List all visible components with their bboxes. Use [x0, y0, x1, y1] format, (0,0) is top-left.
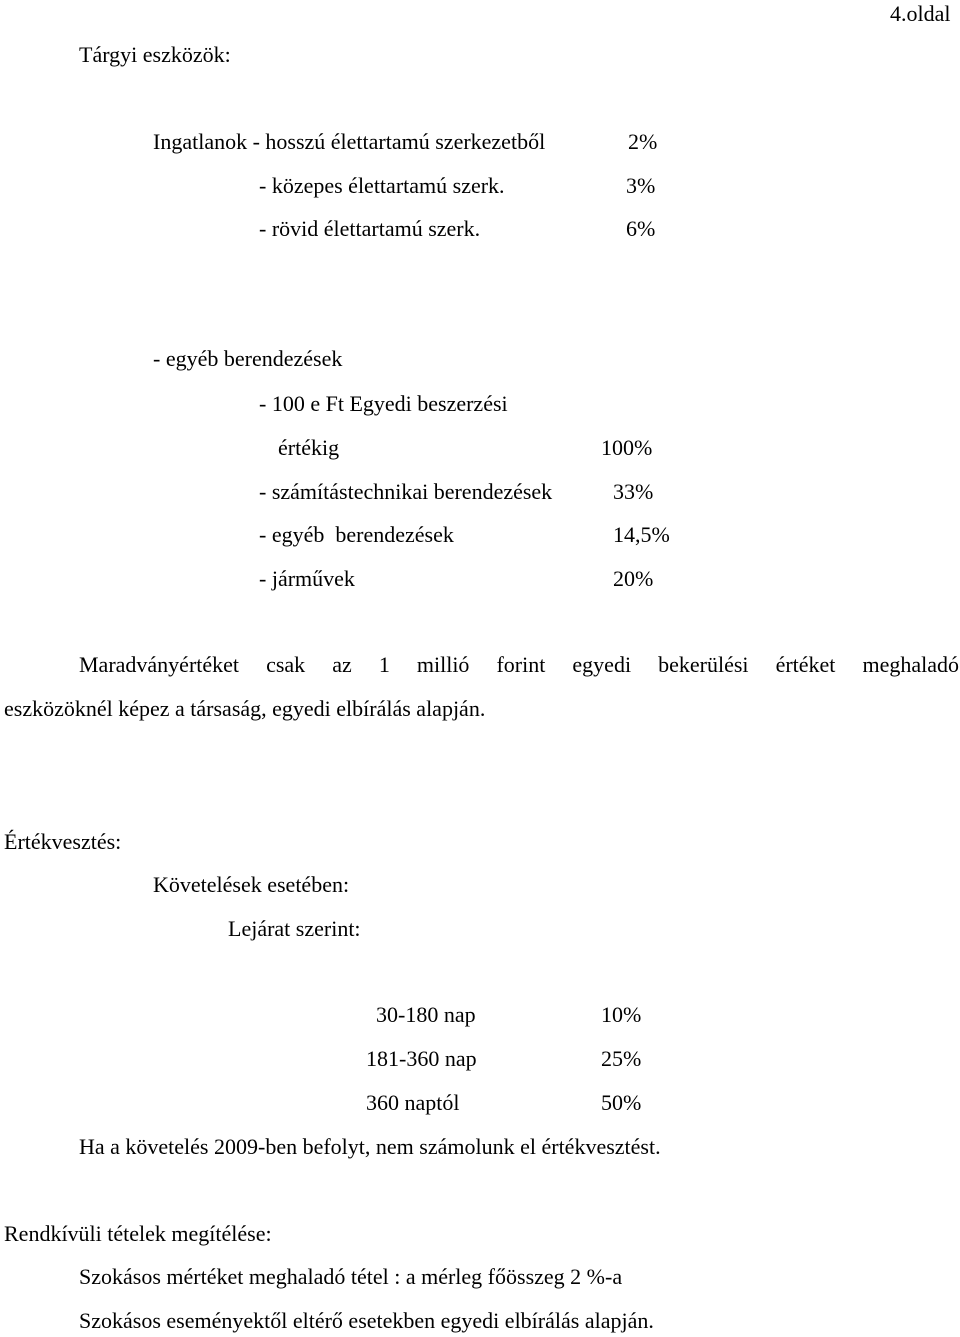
jarmuvek-rate: 20%: [613, 566, 654, 591]
egyeb-berendezesek-rate: 14,5%: [613, 522, 670, 547]
section-heading-ertekvesztes: Értékvesztés:: [4, 829, 122, 854]
section-heading-rendkivuli: Rendkívüli tételek megítélése:: [4, 1221, 272, 1246]
egyedi-ertekig-label: értékig: [278, 435, 340, 460]
maradvanyertek-paragraph-line2: eszközöknél képez a társaság, egyedi elbírálás alapján.: [4, 696, 486, 721]
lejarat-szerint-label: Lejárat szerint:: [228, 916, 361, 941]
ingatlan-rate-hosszu: 2%: [628, 129, 658, 154]
egyeb-berendezesek-label: - egyéb berendezések: [259, 522, 454, 547]
ingatlan-label-kozepes: - közepes élettartamú szerk.: [259, 173, 505, 198]
section-heading-targyi-eszkozok: Tárgyi eszközök:: [79, 42, 231, 67]
maradvanyertek-paragraph-line1: Maradványértéket csak az 1 millió forint egyedi bekerülési értéket meghaladó: [79, 652, 959, 677]
ingatlan-rate-kozepes: 3%: [626, 173, 656, 198]
kovetelesek-subheading: Követelések esetében:: [153, 872, 350, 897]
jarmuvek-label: - járművek: [259, 566, 355, 591]
ingatlan-label-rovid: - rövid élettartamú szerk.: [259, 216, 481, 241]
szamitastechnikai-rate: 33%: [613, 479, 654, 504]
egyeb-berendezesek-heading: - egyéb berendezések: [153, 346, 343, 371]
table-row-period: 30-180 nap: [376, 1002, 476, 1027]
table-row-period: 360 naptól: [366, 1090, 460, 1115]
table-row-rate: 10%: [601, 1002, 642, 1027]
page-number: 4.oldal: [890, 1, 951, 26]
rendkivuli-line2: Szokásos eseményektől eltérő esetekben egyedi elbírálás alapján.: [79, 1308, 654, 1333]
egyedi-ertekig-rate: 100%: [601, 435, 653, 460]
ertekvesztes-note: Ha a követelés 2009-ben befolyt, nem számolunk el értékvesztést.: [79, 1134, 661, 1159]
table-row-period: 181-360 nap: [366, 1046, 477, 1071]
ingatlan-rate-rovid: 6%: [626, 216, 656, 241]
ingatlan-label-hosszu: Ingatlanok - hosszú élettartamú szerkezetből: [153, 129, 546, 154]
table-row-rate: 25%: [601, 1046, 642, 1071]
rendkivuli-line1: Szokásos mértéket meghaladó tétel : a mérleg főösszeg 2 %-a: [79, 1264, 623, 1289]
szamitastechnikai-label: - számítástechnikai berendezések: [259, 479, 553, 504]
egyedi-beszerzesi-label: - 100 e Ft Egyedi beszerzési: [259, 391, 508, 416]
table-row-rate: 50%: [601, 1090, 642, 1115]
